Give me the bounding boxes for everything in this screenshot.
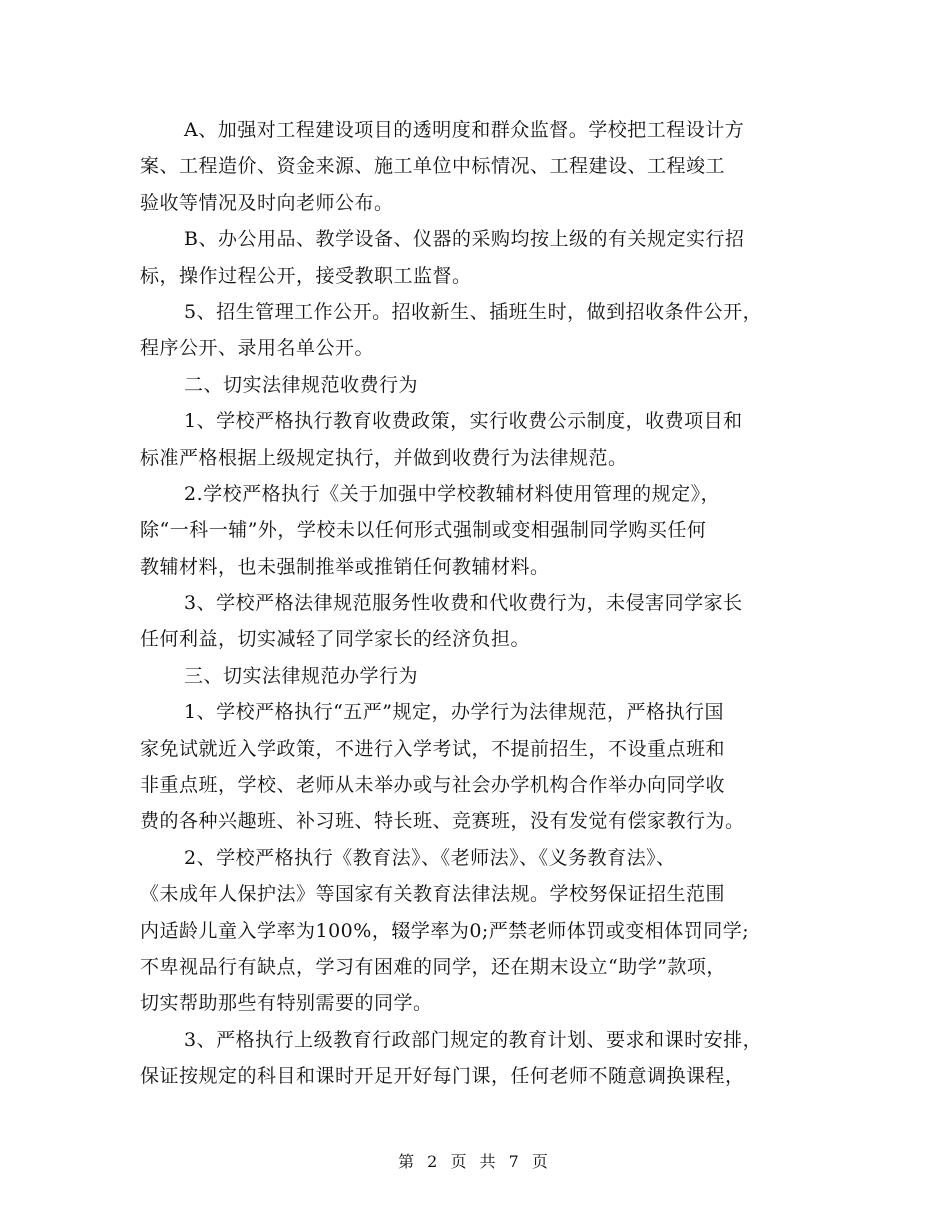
text-line: 不卑视品行有缺点，学习有困难的同学，还在期末设立“助学”款项， <box>140 955 726 978</box>
text-line: 3、学校严格法律规范服务性收费和代收费行为，未侵害同学家长 <box>184 592 743 615</box>
text-line: 家免试就近入学政策，不进行入学考试，不提前招生，不设重点班和 <box>140 737 726 760</box>
text-line: 3、严格执行上级教育行政部门规定的教育计划、要求和课时安排， <box>184 1028 763 1051</box>
text-line: A、加强对工程建设项目的透明度和群众监督。学校把工程设计方 <box>184 119 745 141</box>
text-line: 《未成年人保护法》等国家有关教育法律法规。学校努保证招生范围 <box>140 883 726 906</box>
text-line: 内适龄儿童入学率为100%，辍学率为0;严禁老师体罚或变相体罚同学; <box>140 919 750 942</box>
text-line: 2、学校严格执行《教育法》、《老师法》、《义务教育法》、 <box>184 846 676 869</box>
document-body <box>140 112 830 1095</box>
text-line: 案、工程造价、资金来源、施工单位中标情况、工程建设、工程竣工 <box>140 155 726 178</box>
text-line: 费的各种兴趣班、补习班、特长班、竞赛班，没有发觉有偿家教行为。 <box>140 810 745 833</box>
text-line: 切实帮助那些有特别需要的同学。 <box>140 992 433 1015</box>
section-heading: 二、切实法律规范收费行为 <box>184 373 419 396</box>
text-line: 1、学校严格执行教育收费政策，实行收费公示制度，收费项目和 <box>184 410 743 433</box>
text-line: 除“一科一辅”外，学校未以任何形式强制或变相强制同学购买任何 <box>140 519 707 542</box>
text-line: 程序公开、录用名单公开。 <box>140 337 375 360</box>
text-line: 任何利益，切实减轻了同学家长的经济负担。 <box>140 628 531 651</box>
text-line: 非重点班，学校、老师从未举办或与社会办学机构合作举办向同学收 <box>140 774 726 797</box>
page-number-footer: 第 2 页 共 7 页 <box>398 1152 552 1171</box>
text-line: 标，操作过程公开，接受教职工监督。 <box>140 264 472 287</box>
section-heading: 三、切实法律规范办学行为 <box>184 664 419 687</box>
text-line: 5、招生管理工作公开。招收新生、插班生时，做到招收条件公开， <box>184 300 763 323</box>
text-line: 验收等情况及时向老师公布。 <box>140 191 394 214</box>
text-line: B、办公用品、教学设备、仪器的采购均按上级的有关规定实行招 <box>184 228 745 251</box>
text-line: 教辅材料，也未强制推举或推销任何教辅材料。 <box>140 555 550 578</box>
text-line: 标准严格根据上级规定执行，并做到收费行为法律规范。 <box>140 446 628 469</box>
text-line: 1、学校严格执行“五严”规定，办学行为法律规范，严格执行国 <box>184 701 725 724</box>
text-line: 2.学校严格执行《关于加强中学校教辅材料使用管理的规定》， <box>184 482 721 505</box>
text-line: 保证按规定的科目和课时开足开好每门课，任何老师不随意调换课程， <box>140 1065 745 1088</box>
